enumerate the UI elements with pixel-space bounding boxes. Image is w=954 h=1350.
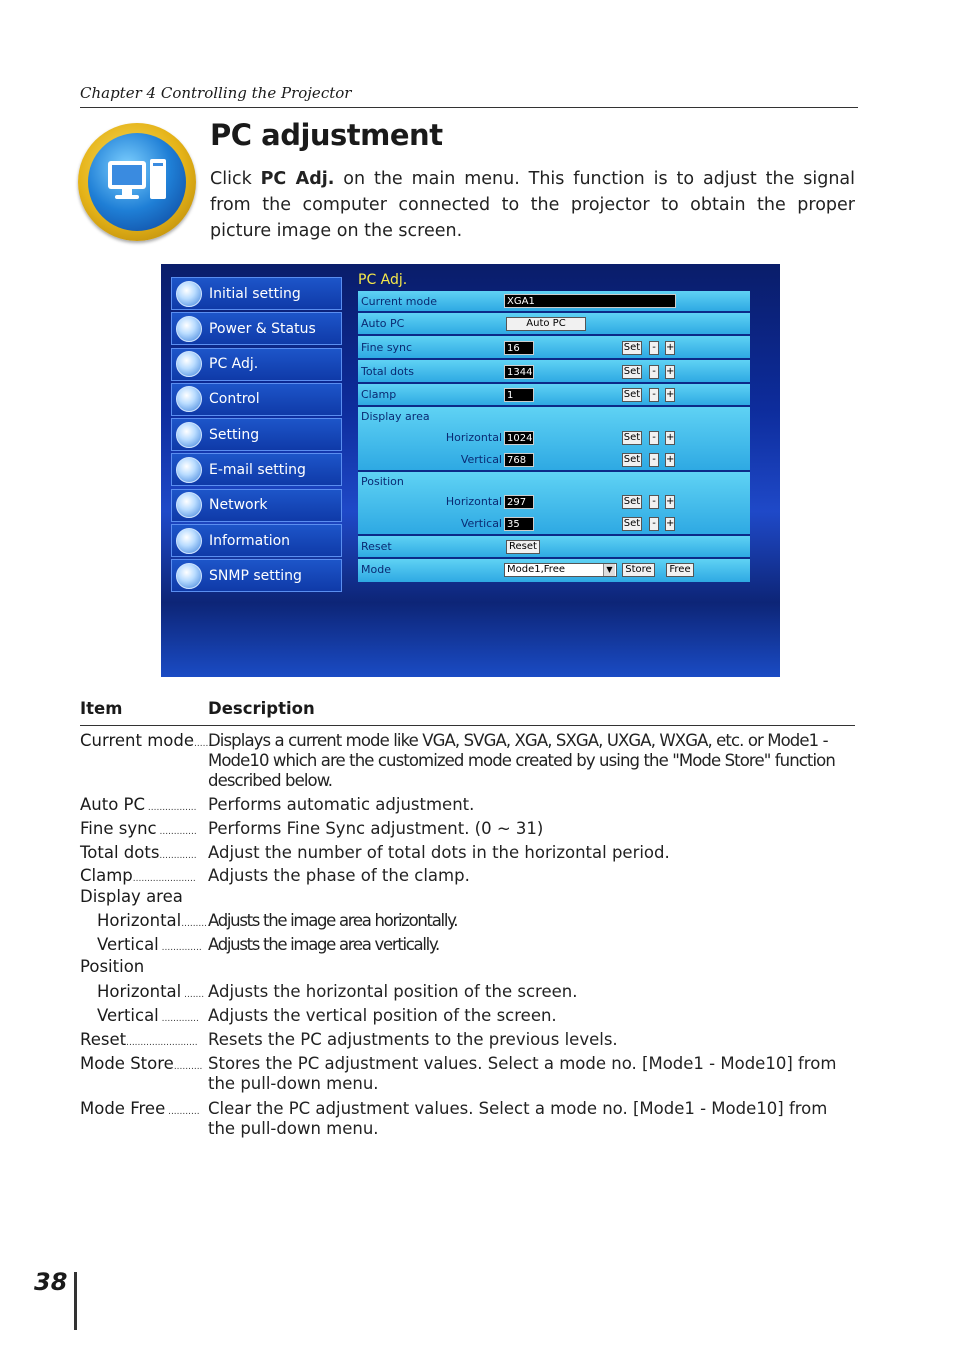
- table-row-desc: Adjust the number of total dots in the horizontal period.: [208, 843, 670, 862]
- clamp-plus-button[interactable]: +: [666, 389, 675, 400]
- table-header-description: Description: [208, 699, 315, 718]
- menu-item-control[interactable]: Control: [171, 383, 342, 416]
- position-horizontal-field[interactable]: 297: [504, 495, 534, 509]
- position-vertical-plus-button[interactable]: +: [666, 518, 675, 529]
- display-vertical-plus-button[interactable]: +: [666, 454, 675, 465]
- table-row-desc: Stores the PC adjustment values. Select a mode no. [Mode1 - Mode10] from the pull-down menu.: [208, 1054, 837, 1093]
- store-button[interactable]: Store: [622, 563, 655, 577]
- table-row-item: Current mode......: [80, 731, 212, 750]
- table-row-item: Mode Store..........: [80, 1054, 203, 1073]
- pc-adj-panel: [358, 291, 750, 582]
- page-title: PC adjustment: [210, 118, 443, 152]
- table-row-item: Mode Free ...........: [80, 1099, 200, 1118]
- menu-item-email-setting[interactable]: E-mail setting: [171, 453, 342, 486]
- row-mode: Mode Mode1,Free ▼ Store Free: [358, 559, 750, 582]
- table-row-desc: Adjusts the vertical position of the screen.: [208, 1006, 557, 1025]
- display-horizontal-set-button[interactable]: Set: [623, 432, 641, 443]
- row-reset: Reset Reset: [358, 536, 750, 559]
- display-vertical-minus-button[interactable]: -: [649, 453, 659, 467]
- table-row-item: Clamp......................: [80, 866, 196, 885]
- table-row-item: Vertical ..............: [97, 935, 202, 954]
- menu-item-pc-adj[interactable]: PC Adj.: [171, 348, 342, 381]
- table-row-group-label: Position: [80, 957, 145, 976]
- table-row-desc: Clear the PC adjustment values. Select a mode no. [Mode1 - Mode10] from the pull-down menu.: [208, 1099, 828, 1138]
- reset-button[interactable]: Reset: [506, 540, 540, 554]
- row-current-mode: Current mode XGA1: [358, 291, 750, 313]
- fine-sync-plus-button[interactable]: +: [666, 342, 675, 353]
- email-icon: [176, 457, 202, 483]
- table-row-desc: Adjusts the horizontal position of the screen.: [208, 982, 578, 1001]
- fine-sync-minus-button[interactable]: -: [649, 341, 659, 355]
- table-row-desc: Displays a current mode like VGA, SVGA, XGA, SXGA, UXGA, WXGA, etc. or Mode1 - Mode10 which are the customized mode created by using the "Mode Store" function described below.: [208, 731, 835, 790]
- position-horizontal-minus-button[interactable]: -: [649, 495, 659, 509]
- display-vertical-field[interactable]: 768: [504, 453, 534, 467]
- total-dots-plus-button[interactable]: +: [666, 366, 675, 377]
- menu-item-setting[interactable]: Setting: [171, 418, 342, 451]
- clamp-field[interactable]: 1: [504, 388, 534, 402]
- header-rule: [80, 107, 858, 108]
- table-header-rule: [80, 725, 855, 726]
- row-auto-pc: Auto PC Auto PC: [358, 313, 750, 336]
- menu-item-power-status[interactable]: Power & Status: [171, 312, 342, 345]
- pc-adjustment-badge-icon: [78, 123, 196, 241]
- display-vertical-set-button[interactable]: Set: [623, 454, 641, 465]
- clamp-minus-button[interactable]: -: [649, 388, 659, 402]
- total-dots-field[interactable]: 1344: [504, 365, 534, 379]
- position-vertical-field[interactable]: 35: [504, 517, 534, 531]
- main-menu: [171, 277, 342, 595]
- total-dots-set-button[interactable]: Set: [623, 366, 641, 377]
- power-status-icon: [176, 316, 202, 342]
- web-control-screenshot: [161, 264, 780, 677]
- table-row-item: Reset.........................: [80, 1030, 198, 1049]
- page-number: 38: [34, 1268, 68, 1296]
- row-clamp: Clamp 1 Set - +: [358, 384, 750, 407]
- menu-item-network[interactable]: Network: [171, 489, 342, 522]
- position-horizontal-set-button[interactable]: Set: [623, 496, 641, 507]
- display-horizontal-field[interactable]: 1024: [504, 431, 534, 445]
- table-row-desc: Adjusts the image area vertically.: [208, 935, 439, 954]
- table-row-desc: Resets the PC adjustments to the previous levels.: [208, 1030, 618, 1049]
- current-mode-field: XGA1: [504, 294, 676, 308]
- clamp-set-button[interactable]: Set: [623, 389, 641, 400]
- menu-item-information[interactable]: Information: [171, 524, 342, 557]
- row-position: Position Horizontal 297 Set - + Vertical 35 Set - +: [358, 472, 750, 536]
- menu-item-initial-setting[interactable]: Initial setting: [171, 277, 342, 310]
- page-number-bar: [74, 1272, 77, 1330]
- position-vertical-minus-button[interactable]: -: [649, 517, 659, 531]
- control-icon: [176, 386, 202, 412]
- table-row-item: Fine sync .............: [80, 819, 197, 838]
- table-row-desc: Performs automatic adjustment.: [208, 795, 475, 814]
- table-row-item: Auto PC .................: [80, 795, 197, 814]
- position-vertical-set-button[interactable]: Set: [623, 518, 641, 529]
- chevron-down-icon: ▼: [603, 564, 615, 576]
- table-row-item: Horizontal .......: [97, 982, 205, 1001]
- pc-adj-icon: [176, 351, 202, 377]
- row-total-dots: Total dots 1344 Set - +: [358, 360, 750, 384]
- fine-sync-field[interactable]: 16: [504, 341, 534, 355]
- snmp-icon: [176, 563, 202, 589]
- free-button[interactable]: Free: [666, 563, 694, 577]
- row-display-area: Display area Horizontal 1024 Set - + Vertical 768 Set - +: [358, 407, 750, 472]
- table-header-item: Item: [80, 699, 123, 718]
- table-row-group-label: Display area: [80, 887, 183, 906]
- row-fine-sync: Fine sync 16 Set - +: [358, 336, 750, 360]
- initial-setting-icon: [176, 281, 202, 307]
- intro-paragraph: Click PC Adj. on the main menu. This function is to adjust the signal from the computer connected to the projector to obtain the proper picture image on the screen.: [210, 169, 855, 241]
- setting-icon: [176, 422, 202, 448]
- auto-pc-button[interactable]: Auto PC: [506, 317, 586, 331]
- position-horizontal-plus-button[interactable]: +: [666, 496, 675, 507]
- menu-item-snmp-setting[interactable]: SNMP setting: [171, 559, 342, 592]
- table-row-desc: Performs Fine Sync adjustment. (0 ~ 31): [208, 819, 544, 838]
- display-horizontal-plus-button[interactable]: +: [666, 432, 675, 443]
- table-row-item: Horizontal.........: [97, 911, 207, 930]
- table-row-item: Total dots.............: [80, 843, 197, 862]
- table-row-desc: Adjusts the phase of the clamp.: [208, 866, 470, 885]
- chapter-header: Chapter 4 Controlling the Projector: [80, 84, 352, 102]
- information-icon: [176, 528, 202, 554]
- table-row-desc: Adjusts the image area horizontally.: [208, 911, 458, 930]
- panel-title: PC Adj.: [358, 272, 408, 288]
- display-horizontal-minus-button[interactable]: -: [649, 431, 659, 445]
- fine-sync-set-button[interactable]: Set: [623, 342, 641, 353]
- mode-select[interactable]: Mode1,Free ▼: [504, 563, 617, 577]
- table-row-item: Vertical .............: [97, 1006, 199, 1025]
- network-icon: [176, 492, 202, 518]
- total-dots-minus-button[interactable]: -: [649, 365, 659, 379]
